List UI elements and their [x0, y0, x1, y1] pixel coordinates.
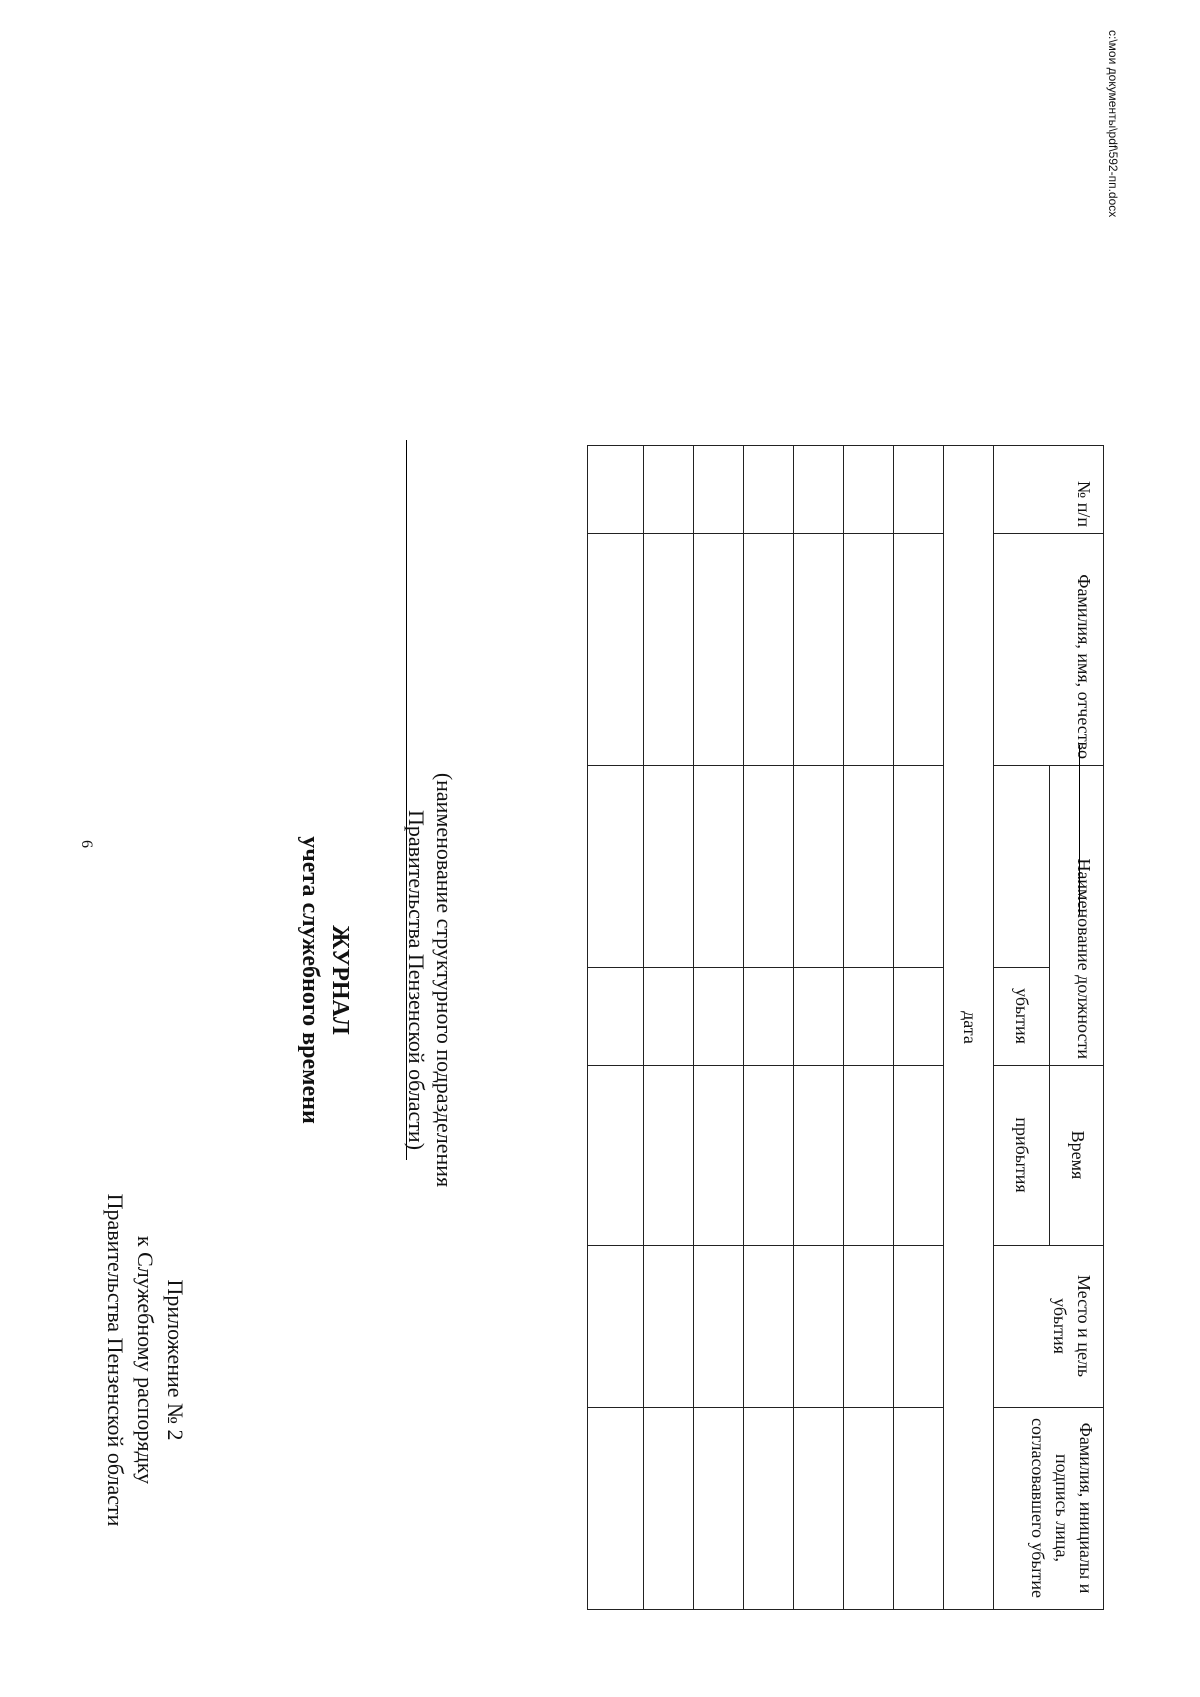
- col-divider: [587, 1245, 944, 1246]
- table-border-bottom: [587, 445, 588, 1610]
- header-arrival: прибытия: [1012, 1117, 1032, 1193]
- appendix-line-1: Приложение № 2: [163, 1279, 188, 1441]
- table-row-rule: [693, 445, 694, 1610]
- table-row-rule: [643, 445, 644, 1610]
- col-divider: [587, 1065, 944, 1066]
- caption-line-2: Правительства Пензенской области): [404, 809, 429, 1151]
- header-time: Время: [1068, 1130, 1088, 1180]
- header-approver: Фамилия, инициалы и подпись лица, согласовавшего убытие: [1028, 1418, 1096, 1598]
- date-row-rule: [943, 445, 944, 1610]
- table-row-rule: [743, 445, 744, 1610]
- appendix-note: [100, 1110, 190, 1610]
- journal-title: [295, 710, 355, 1250]
- header-place-purpose: Место и цель убытия: [1050, 1274, 1094, 1378]
- page-number: 6: [78, 840, 95, 848]
- title-line-1: ЖУРНАЛ: [327, 925, 353, 1035]
- header-position: Наименование должности: [1074, 858, 1094, 1059]
- footer-file-path: c:\мои документы\pdf\592-пп.docx: [1106, 30, 1120, 218]
- unit-caption: [402, 700, 458, 1260]
- col-divider: [587, 1407, 944, 1408]
- title-line-2: учета служебного времени: [297, 836, 323, 1124]
- appendix-line-2: к Служебному распорядку: [133, 1235, 158, 1485]
- col-divider: [587, 765, 944, 766]
- date-row-label: дата: [960, 1011, 980, 1044]
- col-divider: [587, 533, 944, 534]
- header-departure: убытия: [1012, 988, 1032, 1044]
- table-row-rule: [793, 445, 794, 1610]
- header-number: № п/п: [1074, 481, 1094, 527]
- appendix-line-3: Правительства Пензенской области: [103, 1193, 128, 1527]
- table-border-right: [587, 1609, 1104, 1610]
- end-separator-line: [1079, 745, 1080, 915]
- table-border-left: [587, 445, 1104, 446]
- header-full-name: Фамилия, имя, отчество: [1074, 574, 1094, 759]
- caption-line-1: (наименование структурного подразделения: [432, 772, 457, 1188]
- table-row-rule: [843, 445, 844, 1610]
- journal-table: [587, 445, 1104, 1610]
- table-row-rule: [893, 445, 894, 1610]
- col-divider: [587, 967, 944, 968]
